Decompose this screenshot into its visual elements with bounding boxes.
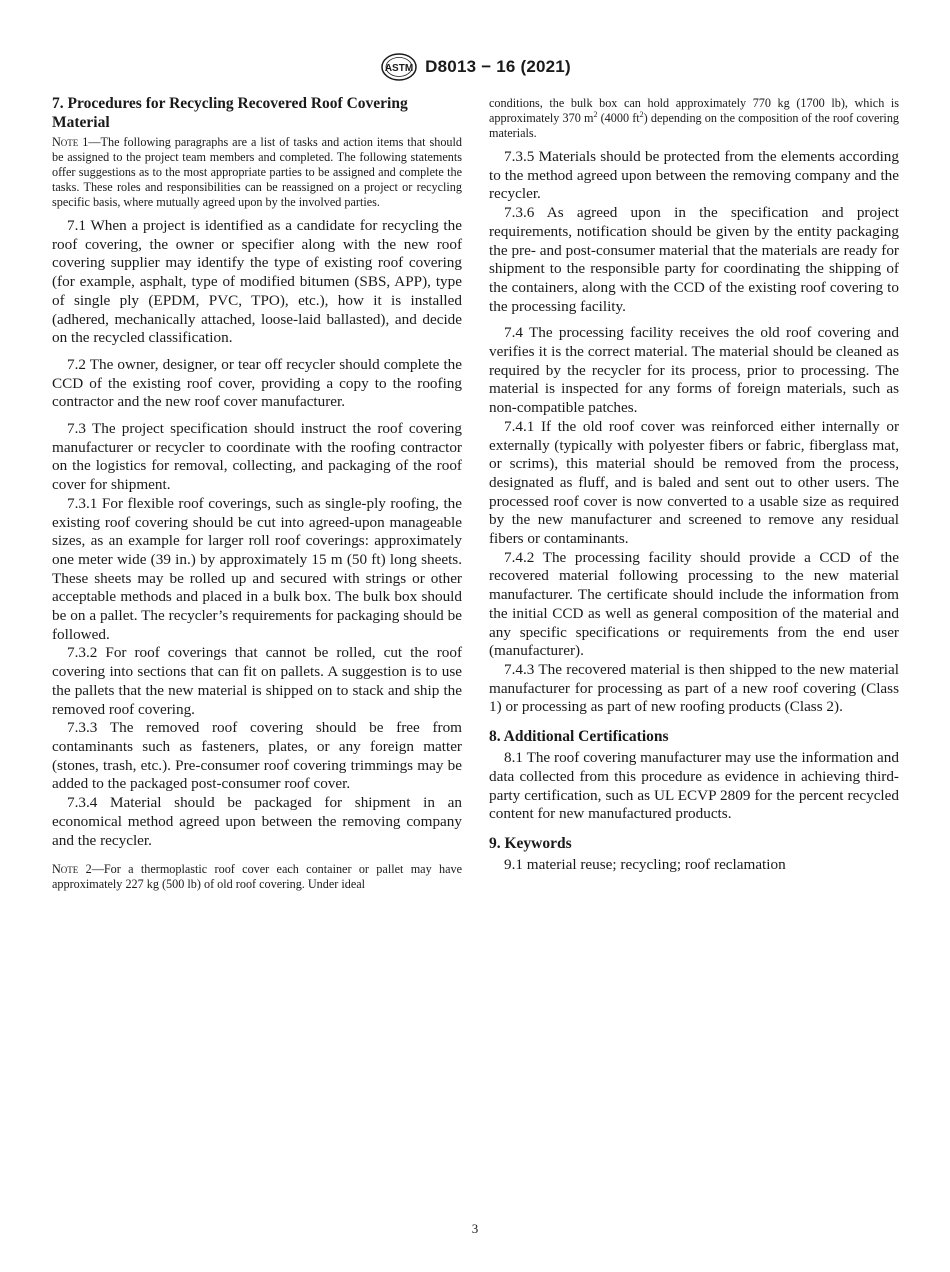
paragraph-7-3-1: 7.3.1 For flexible roof coverings, such as single-ply roofing, the existing roof covering should be cut into agreed-upon manageable sizes, as an example for larger roll roof coverings: approximately one meter wide (39 in.) by approximately 15 m (50 ft) long sheets. These sheets may be rolled up and secured with strings or other acceptable methods and placed in a bulk box. The bulk box should be on a pallet. The recycler’s requirements for packaging should be followed. — [52, 494, 462, 643]
paragraph-7-4: 7.4 The processing facility receives the old roof covering and verifies it is the correct material. The material should be cleaned as required by the recycler for its process, prior to processing. The material is inspected for any forms of foreign materials, such as non-compatible patches. — [489, 324, 899, 417]
page-number: 3 — [471, 1221, 479, 1236]
note-1-text: —The following paragraphs are a list of tasks and action items that should be assigned to the project team members and completed. The following statements offer suggestions as to the most appropriate parties to be assigned and complete the tasks. These roles and responsibilities can be reassigned on a project or recycling specific basis, where mutually agreed upon by the involved parties. — [52, 135, 463, 209]
note-2 — [52, 862, 462, 892]
note-2-label: Note 2 — [52, 862, 92, 877]
section-9-title: 9. Keywords — [489, 834, 572, 852]
page-header — [0, 52, 950, 87]
paragraph-7-4-1: 7.4.1 If the old roof cover was reinforced either internally or externally (typically with polyester fibers or fabric, fiberglass mat, or scrims), this material should be removed from the process, designated as fluff, and is baled and sent out to other users. The processed roof cover is now converted to a usable size as required by the new manufacturer and screened to remove any residual fibers or contaminants. — [489, 417, 899, 548]
paragraph-7-4-2: 7.4.2 The processing facility should provide a CCD of the recovered material following processing to the new material manufacturer. The certificate should include the information from the initial CCD as well as general composition of the material and any specific specifications or requirements from the end user (manufacturer). — [489, 548, 899, 660]
paragraph-9-1: 9.1 material reuse; recycling; roof reclamation — [504, 855, 786, 873]
paragraph-8-1: 8.1 The roof covering manufacturer may use the information and data collected from this procedure as evidence in achieving third-party certification, such as UL ECVP 2809 for the percent recycled content for new manufactured products. — [489, 749, 899, 823]
paragraph-7-1: 7.1 When a project is identified as a candidate for recycling the roof covering, the owner or specifier along with the new roof covering supplier may identify the type of existing roof covering (for example, asphalt, type of modified bitumen (SBS, APP), type of single ply (EPDM, PVC, TPO), etc.), how it is installed (adhered, mechanically attached, loose-laid ballasted), and decide on the recycled classification. — [52, 217, 462, 347]
paragraph-7-3-6: 7.3.6 As agreed upon in the specification and project requirements, notification should be given by the entity packaging the pre- and post-consumer material that the materials are ready for shipment to the responsible party for coordinating the shipping of the containers, along with the CCD of the existing roof covering to the processing facility. — [489, 204, 899, 315]
section-8-title: 8. Additional Certifications — [489, 728, 669, 746]
paragraph-7-3-4: 7.3.4 Material should be packaged for shipment in an economical method agreed upon between the removing company and the recycler. — [52, 794, 462, 849]
left-column — [52, 94, 462, 899]
paragraph-7-2: 7.2 The owner, designer, or tear off recycler should complete the CCD of the existing roof cover, providing a copy to the roofing contractor and the new roof cover manufacturer. — [52, 355, 462, 411]
astm-logo-icon — [379, 52, 419, 82]
paragraph-7-3: 7.3 The project specification should instruct the roof covering manufacturer or recycler to coordinate with the roofing contractor on the logistics for removal, collecting, and packaging of the roof cover for shipment. — [52, 420, 462, 494]
paragraph-7-3-3: 7.3.3 The removed roof covering should be free from contaminants such as fasteners, plates, or any foreign matter (stones, trash, etc.). Pre-consumer roof covering trimmings may be added to the packaged post-consumer roof cover. — [52, 719, 462, 793]
logo-text: ASTM — [385, 63, 414, 74]
paragraph-7-4-3: 7.4.3 The recovered material is then shipped to the new material manufacturer for processing as part of a new roof covering (Class 1) or processing as part of new roofing products (Class 2). — [489, 660, 899, 716]
paragraph-7-3-5: 7.3.5 Materials should be protected from the elements according to the method agreed upon between the removing company and the recycler. — [489, 148, 899, 203]
document-designation: D8013 − 16 (2021) — [425, 57, 571, 76]
note-2-text: —For a thermoplastic roof cover each container or pallet may have approximately 227 kg (500 lb) of old roof covering. Under ideal — [52, 862, 463, 892]
paragraph-7-3-2: 7.3.2 For roof coverings that cannot be rolled, cut the roof covering into sections that can fit on pallets. A suggestion is to use the pallets that the new material is shipped on to stack and ship the removed roof covering. — [52, 644, 462, 718]
right-column — [489, 96, 899, 883]
section-7-title: 7. Procedures for Recycling Recovered Roof Covering Material — [52, 95, 408, 131]
note-1-label: Note 1 — [52, 135, 89, 149]
note-1 — [52, 135, 462, 210]
note-2-continued: conditions, the bulk box can hold approximately 770 kg (1700 lb), which is approximately 370 $m^2$ (4000 $ft^2$) depending on the composition of the roof covering materials. — [489, 96, 900, 140]
